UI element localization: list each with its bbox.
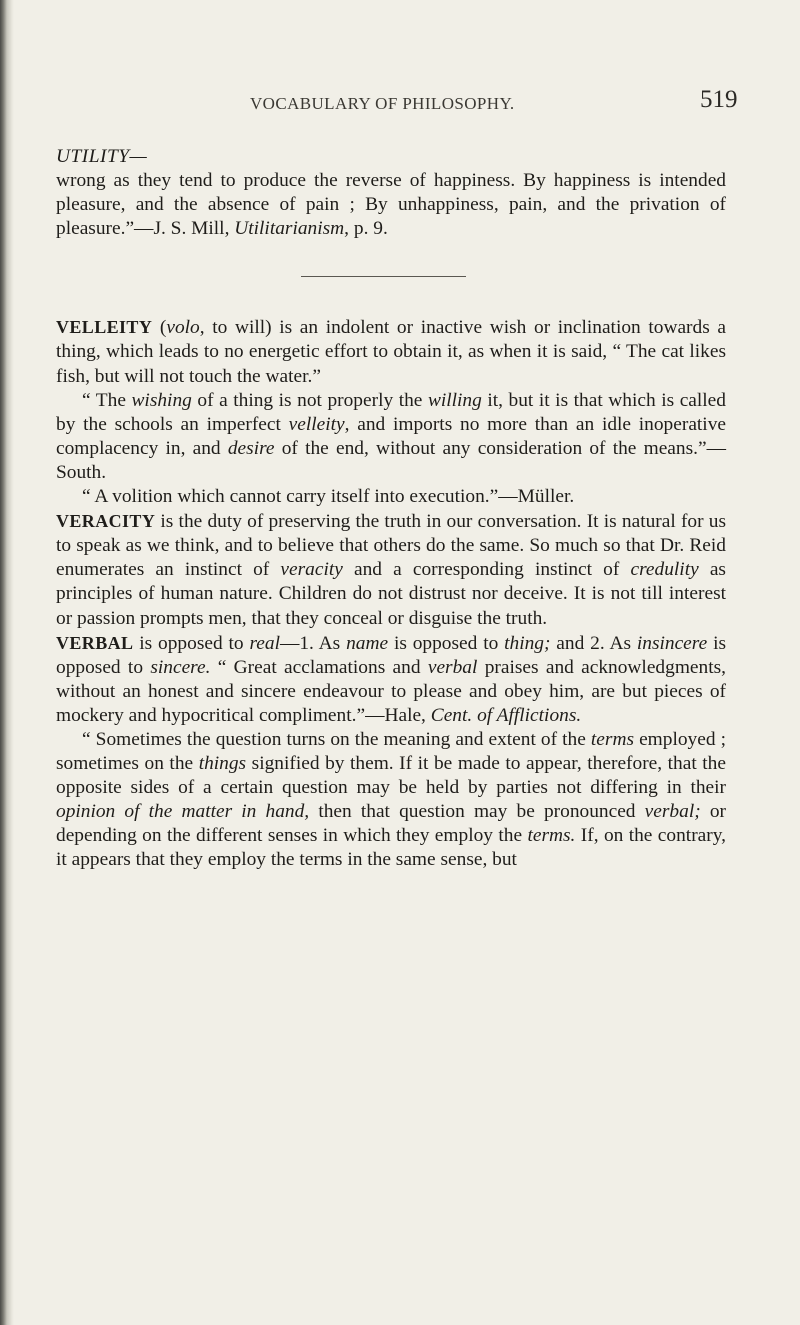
velleity-quote-south: “ The wishing of a thing is not properly the willing it, but it is that which is called by the schools an imperfect velleity, and imports no more than an idle inoperative complacency in, and desire of the end, without any consideration of the means.”—South. bbox=[56, 389, 726, 483]
section-divider bbox=[301, 276, 466, 277]
page-header bbox=[0, 86, 800, 122]
term-verbal: VERBAL bbox=[56, 632, 134, 653]
entry-velleity: VELLEITY (volo, to will) is an indolent or inactive wish or inclination towards a thing, which leads to no energetic effort to obtain it, as when it is said, “ The cat likes fish, but will not touch the water.” bbox=[56, 317, 727, 387]
term-velleity: VELLEITY bbox=[56, 317, 153, 338]
page-number: 519 bbox=[700, 86, 738, 113]
running-title: VOCABULARY OF PHILOSOPHY. bbox=[250, 94, 515, 113]
utility-source: Utilitarianism bbox=[234, 218, 345, 240]
entry-verbal: VERBAL is opposed to real—1. As name is opposed to thing; and 2. As insincere is opposed to sincere. “ Great acclamations and verbal praises and acknowledgments, without an honest and sincere endeavour to please and obey him, are but pieces of mockery and hypocritical compliment.”—Hale, Cent. of Afflictions. bbox=[56, 632, 726, 726]
entry-veracity: VERACITY is the duty of preserving the truth in our conversation. It is natural for us to speak as we think, and to believe that others do the same. So much so that Dr. Reid enumerates an instinct of veracity and a corresponding instinct of credulity as principles of human nature. Children do not distrust nor deceive. It is not till interest or passion prompts men, that they conceal or disguise the truth. bbox=[56, 511, 726, 629]
utility-continuation: wrong as they tend to produce the reverse of happiness. By happiness is intended pleasure, and the absence of pain ; By unhappiness, pain, and the privation of pleasure.”—J. S. Mill, Utilitarianism, p. 9. bbox=[56, 170, 726, 240]
page-binding-edge bbox=[0, 0, 14, 1325]
term-veracity: VERACITY bbox=[56, 511, 156, 532]
page-body bbox=[56, 145, 726, 873]
velleity-quote-muller: “ A volition which cannot carry itself into execution.”—Müller. bbox=[82, 486, 575, 508]
verbal-quote: “ Sometimes the question turns on the meaning and extent of the terms employed ; sometimes on the things signified by them. If it be made to appear, therefore, that the opposite sides of a certain question may be held by parties not differing in their opinion of the matter in hand, then that question may be pronounced verbal; or depending on the different senses in which they employ the terms. If, on the contrary, it appears that they employ the terms in the same sense, but bbox=[56, 728, 726, 871]
utility-heading: UTILITY— bbox=[56, 146, 148, 167]
